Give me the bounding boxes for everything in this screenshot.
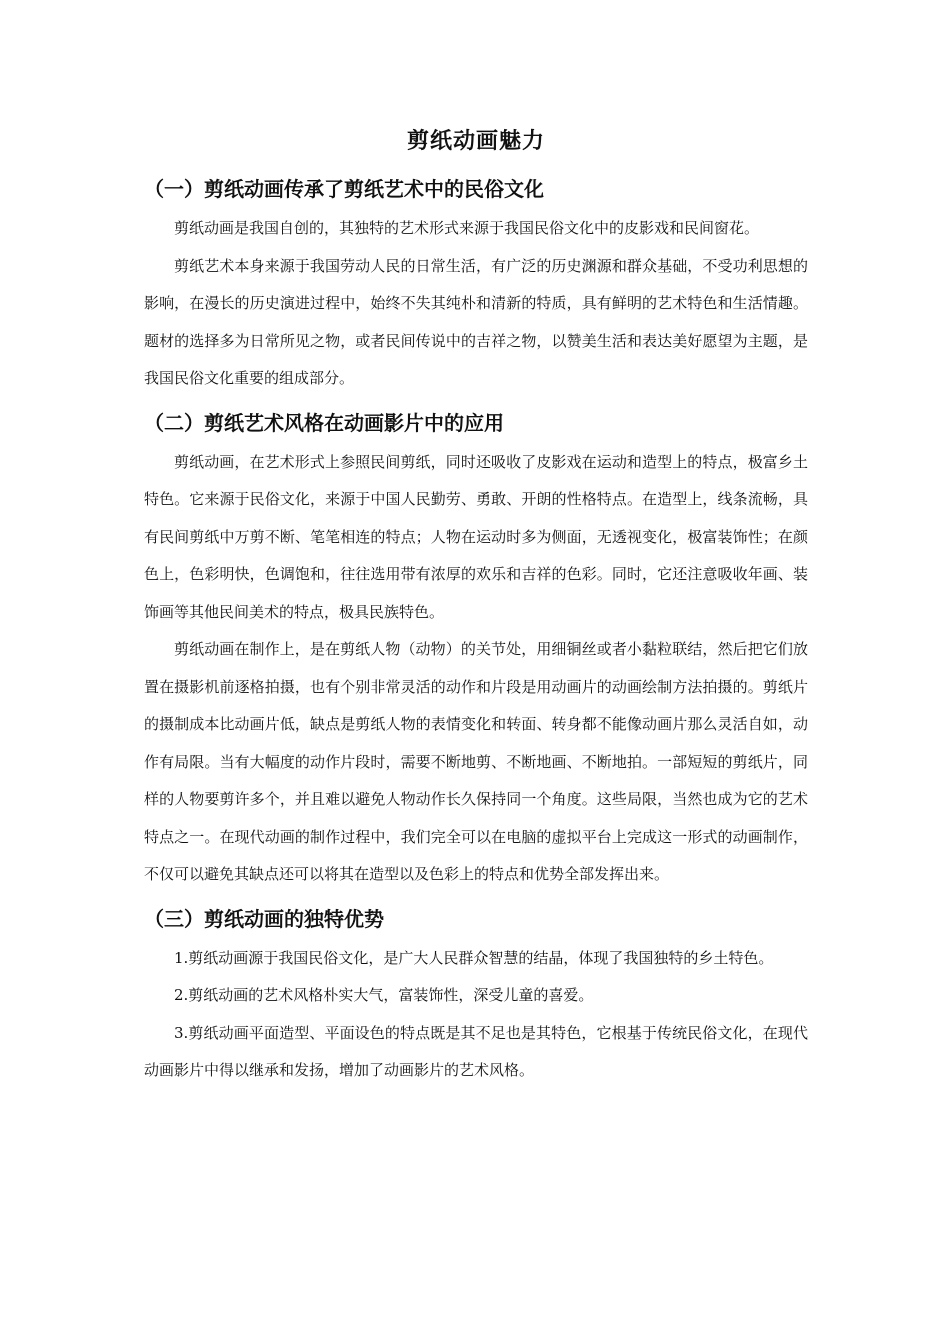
list-item: 1.剪纸动画源于我国民俗文化，是广大人民群众智慧的结晶，体现了我国独特的乡土特色。	[174, 948, 774, 967]
paragraph: 剪纸艺术本身来源于我国劳动人民的日常生活，有广泛的历史渊源和群众基础，不受功利思想的影响，在漫长的历史演进过程中，始终不失其纯朴和清新的特质，具有鲜明的艺术特色和生活情趣。题材的选择多为日常所见之物，或者民间传说中的吉祥之物，以赞美生活和表达美好愿望为主题，是我国民俗文化重要的组成部分。	[144, 256, 808, 387]
document-body	[144, 122, 808, 1098]
page-title: 剪纸动画魅力	[406, 129, 545, 154]
paragraph: 剪纸动画，在艺术形式上参照民间剪纸，同时还吸收了皮影戏在运动和造型上的特点，极富乡土特色。它来源于民俗文化，来源于中国人民勤劳、勇敢、开朗的性格特点。在造型上，线条流畅，具有民间剪纸中万剪不断、笔笔相连的特点；人物在运动时多为侧面，无透视变化，极富装饰性；在颜色上，色彩明快，色调饱和，往往选用带有浓厚的欢乐和吉祥的色彩。同时，它还注意吸收年画、装饰画等其他民间美术的特点，极具民族特色。	[144, 452, 808, 621]
list-item: 2.剪纸动画的艺术风格朴实大气，富装饰性，深受儿童的喜爱。	[174, 986, 594, 1004]
paragraph: 剪纸动画是我国自创的，其独特的艺术形式来源于我国民俗文化中的皮影戏和民间窗花。	[174, 219, 760, 237]
section-heading: （二）剪纸艺术风格在动画影片中的应用	[144, 410, 504, 435]
section-unique-advantages	[144, 902, 808, 1090]
section-art-style-application	[144, 406, 808, 894]
section-heading: （三）剪纸动画的独特优势	[144, 906, 384, 931]
section-heading: （一）剪纸动画传承了剪纸艺术中的民俗文化	[144, 177, 544, 201]
list-item: 3.剪纸动画平面造型、平面设色的特点既是其不足也是其特色，它根基于传统民俗文化，在现代动画影片中得以继承和发扬，增加了动画影片的艺术风格。	[144, 1023, 808, 1079]
section-folk-culture	[144, 172, 808, 398]
paragraph: 剪纸动画在制作上，是在剪纸人物（动物）的关节处，用细铜丝或者小黏粒联结，然后把它们放置在摄影机前逐格拍摄，也有个别非常灵活的动作和片段是用动画片的动画绘制方法拍摄的。剪纸片的摄制成本比动画片低，缺点是剪纸人物的表情变化和转面、转身都不能像动画片那么灵活自如，动作有局限。当有大幅度的动作片段时，需要不断地剪、不断地画、不断地拍。一部短短的剪纸片，同样的人物要剪许多个，并且难以避免人物动作长久保持同一个角度。这些局限，当然也成为它的艺术特点之一。在现代动画的制作过程中，我们完全可以在电脑的虚拟平台上完成这一形式的动画制作，不仅可以避免其缺点还可以将其在造型以及色彩上的特点和优势全部发挥出来。	[144, 640, 808, 883]
